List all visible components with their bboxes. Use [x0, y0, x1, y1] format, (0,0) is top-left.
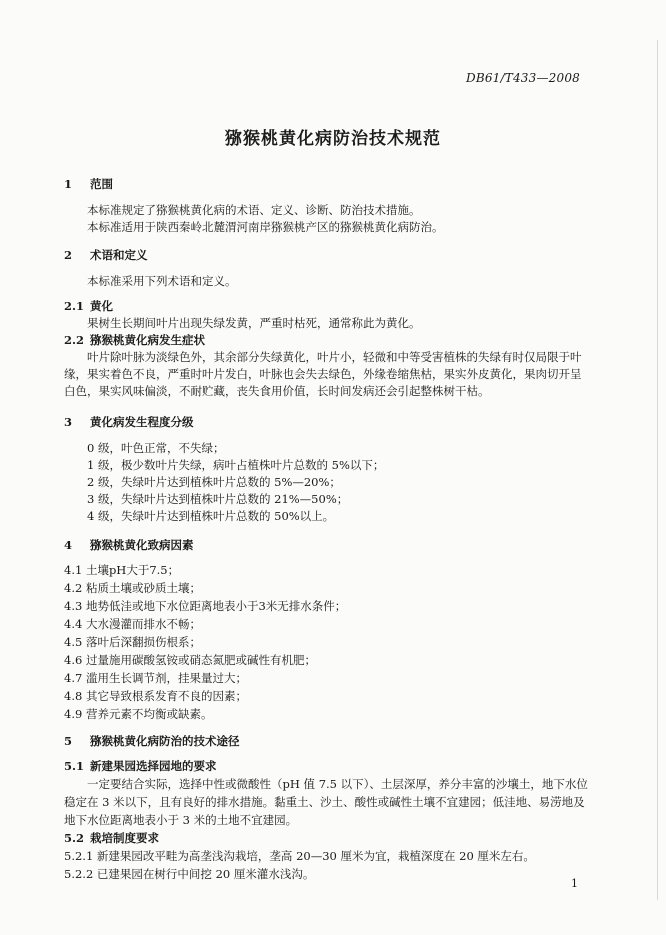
subsection-number: 5.1 [64, 759, 85, 773]
scan-edge-line [657, 40, 658, 900]
paragraph-line: 稳定在 3 米以下，且有良好的排水措施。黏重土、沙土、酸性或碱性土壤不宜建园；低洼地、易涝地及 [64, 795, 585, 809]
section-title: 范围 [90, 177, 113, 191]
subsection-5-1-heading [64, 758, 596, 775]
section-number: 2 [64, 248, 73, 262]
section-2-heading [64, 247, 596, 264]
subsection-title: 黄化 [90, 299, 113, 313]
section-number: 1 [64, 177, 73, 191]
factor-item: 4.2 粘质土壤或砂质土壤； [64, 581, 201, 595]
section-5-heading [64, 733, 596, 750]
section-title: 黄化病发生程度分级 [90, 415, 194, 429]
section-title: 猕猴桃黄化病防治的技术途径 [90, 734, 240, 748]
section-3-heading [64, 414, 596, 431]
document-code: DB61/T433—2008 [466, 71, 580, 85]
factor-item: 4.4 大水漫灌而排水不畅； [64, 617, 201, 631]
cultivation-item: 5.2.2 已建果园在树行中间挖 20 厘米灌水浅沟。 [64, 867, 315, 881]
subsection-title: 猕猴桃黄化病发生症状 [90, 333, 205, 347]
paragraph: 本标准规定了猕猴桃黄化病的术语、定义、诊断、防治技术措施。 [87, 203, 421, 217]
paragraph-line: 缘，果实着色不良，严重时叶片发白，叶脉也会失去绿色，外缘卷缩焦枯，果实外皮黄化，果肉切开呈 [64, 367, 582, 381]
subsection-title: 新建果园选择园地的要求 [90, 759, 217, 773]
factor-item: 4.1 土壤pH大于7.5； [64, 563, 180, 577]
section-4-heading [64, 537, 596, 554]
cultivation-item: 5.2.1 新建果园改平畦为高垄浅沟栽培，垄高 20—30 厘米为宜，栽植深度在 20 厘米左右。 [64, 849, 535, 863]
subsection-title: 栽培制度要求 [90, 831, 159, 845]
grade-item: 0 级，叶色正常，不失绿； [87, 441, 225, 455]
paragraph-line: 地下水位距离地表小于 3 米的土地不宜建园。 [64, 813, 298, 827]
factor-item: 4.5 落叶后深翻损伤根系； [64, 635, 201, 649]
paragraph-line: 叶片除叶脉为淡绿色外，其余部分失绿黄化，叶片小，轻微和中等受害植株的失绿有时仅局限于叶 [87, 350, 582, 364]
grade-item: 4 级，失绿叶片达到植株叶片总数的 50%以上。 [87, 509, 335, 523]
grade-item: 1 级，极少数叶片失绿，病叶占植株叶片总数的 5%以下； [87, 458, 385, 472]
grade-item: 3 级，失绿叶片达到植株叶片总数的 21%—50%； [87, 492, 349, 506]
subsection-number: 2.1 [64, 299, 85, 313]
grade-item: 2 级，失绿叶片达到植株叶片总数的 5%—20%； [87, 475, 341, 489]
section-number: 5 [64, 734, 73, 748]
paragraph: 本标准适用于陕西秦岭北麓渭河南岸猕猴桃产区的猕猴桃黄化病防治。 [87, 220, 444, 234]
subsection-number: 2.2 [64, 333, 85, 347]
paragraph-line: 一定要结合实际，选择中性或微酸性（pH 值 7.5 以下）、土层深厚，养分丰富的沙壤土，地下水位 [87, 777, 588, 791]
section-title: 猕猴桃黄化致病因素 [90, 538, 194, 552]
paragraph: 果树生长期间叶片出现失绿发黄，严重时枯死，通常称此为黄化。 [87, 316, 421, 330]
paragraph-line: 白色，果实风味偏淡，不耐贮藏，丧失食用价值，长时间发病还会引起整株树干枯。 [64, 384, 490, 398]
section-number: 4 [64, 538, 73, 552]
subsection-2-1-heading [64, 298, 596, 315]
subsection-number: 5.2 [64, 831, 85, 845]
factor-item: 4.7 滥用生长调节剂，挂果量过大； [64, 671, 247, 685]
section-number: 3 [64, 415, 73, 429]
paragraph: 本标准采用下列术语和定义。 [87, 274, 237, 288]
factor-item: 4.8 其它导致根系发育不良的因素； [64, 689, 247, 703]
section-title: 术语和定义 [90, 248, 148, 262]
page-number: 1 [571, 877, 578, 890]
factor-item: 4.3 地势低洼或地下水位距离地表小于3米无排水条件； [64, 599, 347, 613]
factor-item: 4.6 过量施用碳酸氢铵或硝态氮肥或碱性有机肥； [64, 653, 316, 667]
subsection-5-2-heading [64, 830, 596, 847]
subsection-2-2-heading [64, 332, 596, 349]
section-1-heading [64, 176, 596, 193]
factor-item: 4.9 营养元素不均衡或缺素。 [64, 707, 213, 721]
document-title: 猕猴桃黄化病防治技术规范 [225, 129, 441, 149]
